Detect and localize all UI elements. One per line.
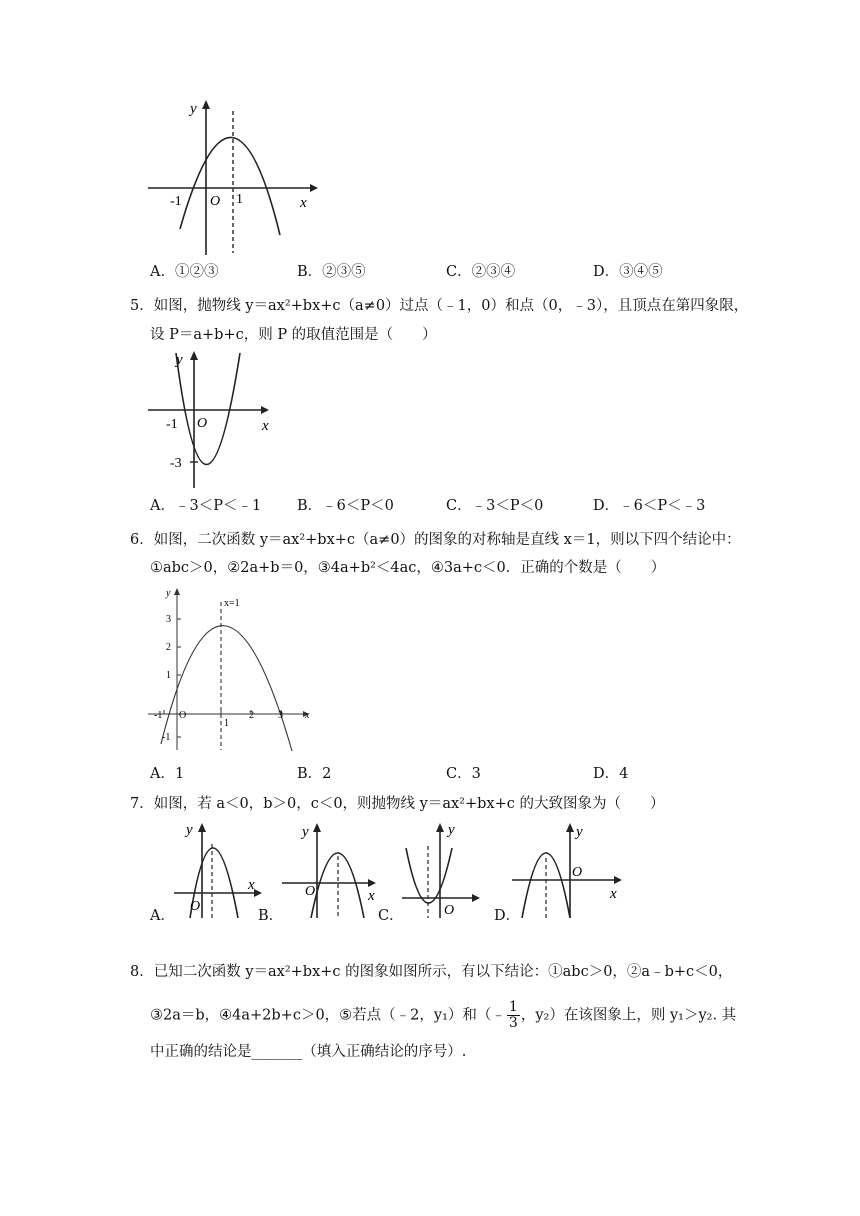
q4-tick-m1: -1	[170, 194, 182, 209]
q6-xtick-m1: -1	[154, 710, 163, 721]
q7-option-c[interactable]: C．	[378, 908, 404, 924]
q4-x-arrow	[310, 184, 318, 192]
q4-y-arrow	[202, 100, 210, 109]
svg-text:x: x	[368, 888, 375, 904]
q8-fraction-den: 3	[508, 1015, 518, 1031]
q5-stem-line1: 5．如图，抛物线 y＝ax²+bx+c（a≠0）过点（﹣1，0）和点（0，﹣3），且顶点在第四象限，	[130, 298, 749, 314]
q6-option-a[interactable]: A．1	[150, 766, 185, 782]
q5-graph	[140, 348, 290, 493]
q6-ytick-m1: -1	[162, 732, 171, 743]
q6-option-d[interactable]: D．4	[593, 766, 629, 782]
q4-x-label: x	[300, 195, 307, 211]
svg-text:y: y	[186, 822, 193, 838]
q5-label-m1: -1	[166, 417, 178, 432]
q6-xtick-3: 3	[278, 710, 283, 721]
q8-stem-line3: 中正确的结论是_______（填入正确结论的序号）.	[150, 1044, 467, 1060]
svg-text:y: y	[448, 822, 455, 838]
svg-text:O: O	[190, 899, 201, 914]
q4-option-a[interactable]: A．①②③	[150, 264, 219, 280]
q6-axis-label: x=1	[224, 598, 240, 609]
q8-line2-part2: ，y₂）在该图象上，则 y₁＞y₂. 其	[520, 1007, 737, 1024]
q5-origin-label: O	[197, 416, 208, 431]
svg-text:y: y	[302, 824, 309, 840]
q5-option-b[interactable]: B．﹣6＜P＜0	[297, 498, 394, 514]
q4-tick-1: 1	[236, 192, 243, 207]
q6-stem-line1: 6．如图，二次函数 y＝ax²+bx+c（a≠0）的图象的对称轴是直线 x＝1，则以下四个结论中：	[130, 532, 741, 548]
svg-text:x: x	[248, 877, 255, 893]
q5-x-arrow	[261, 406, 269, 414]
q8-stem-line1: 8．已知二次函数 y＝ax²+bx+c 的图象如图所示，有以下结论：①abc＞0，②a﹣b+c＜0，	[130, 964, 733, 980]
q5-option-c[interactable]: C．﹣3＜P＜0	[446, 498, 544, 514]
q7-stem-line1: 7．如图，若 a＜0，b＞0，c＜0，则抛物线 y＝ax²+bx+c 的大致图象为（ ）	[130, 796, 665, 812]
q4-option-b[interactable]: B．②③⑤	[297, 264, 366, 280]
q6-x-label: x	[305, 710, 310, 721]
q6-y-label: y	[166, 588, 171, 599]
q4-y-label: y	[190, 101, 197, 117]
q4-origin-label: O	[210, 194, 221, 209]
svg-text:O: O	[444, 903, 455, 918]
q4-parabola	[180, 137, 280, 235]
q6-ytick-2: 2	[166, 642, 171, 653]
q6-graph	[140, 584, 320, 754]
q6-ytick-1: 1	[166, 670, 171, 681]
q8-line2-part1: ③2a＝b，④4a+2b+c＞0，⑤若点（﹣2，y₁）和（﹣	[150, 1007, 506, 1024]
q4-option-c[interactable]: C．②③④	[446, 264, 516, 280]
q7-option-b[interactable]: B．	[258, 908, 284, 924]
q6-parabola	[161, 626, 292, 751]
q5-y-label: y	[176, 352, 183, 368]
q5-x-label: x	[262, 418, 269, 434]
q8-fraction-num: 1	[508, 999, 518, 1015]
q6-ytick-3: 3	[166, 614, 171, 625]
q7-graph-d	[510, 818, 630, 918]
q5-parabola	[176, 353, 240, 465]
q7-graph-c	[400, 818, 500, 918]
q5-option-a[interactable]: A．﹣3＜P＜﹣1	[150, 498, 262, 514]
q7-c-parabola	[406, 848, 452, 903]
q7-graph-b	[278, 818, 383, 918]
q4-graph	[140, 95, 330, 260]
svg-text:x: x	[610, 886, 617, 902]
q6-y-arrow	[174, 588, 180, 595]
q6-xtick-o: O	[179, 710, 187, 721]
q8-fraction	[507, 1000, 520, 1031]
svg-text:y: y	[576, 824, 583, 840]
q7-option-d[interactable]: D．	[494, 908, 521, 924]
q6-option-b[interactable]: B．2	[297, 766, 332, 782]
q5-y-arrow	[190, 351, 198, 360]
q6-stem-line2: ①abc＞0，②2a+b＝0，③4a+b²＜4ac，④3a+c＜0．正确的个数是（ ）	[150, 560, 666, 576]
q6-xtick-1: 1	[224, 718, 229, 729]
svg-text:O: O	[572, 865, 583, 880]
q8-stem-line2	[150, 1000, 736, 1031]
q4-option-d[interactable]: D．③④⑤	[593, 264, 663, 280]
q6-xtick-2: 2	[249, 710, 254, 721]
q5-stem-line2: 设 P＝a+b+c，则 P 的取值范围是（ ）	[150, 327, 437, 343]
q5-option-d[interactable]: D．﹣6＜P＜﹣3	[593, 498, 706, 514]
svg-text:O: O	[305, 884, 316, 899]
q6-option-c[interactable]: C．3	[446, 766, 481, 782]
q7-graph-a	[168, 818, 268, 918]
q7-option-a[interactable]: A．	[150, 908, 175, 924]
q5-label-m3: -3	[170, 456, 182, 471]
